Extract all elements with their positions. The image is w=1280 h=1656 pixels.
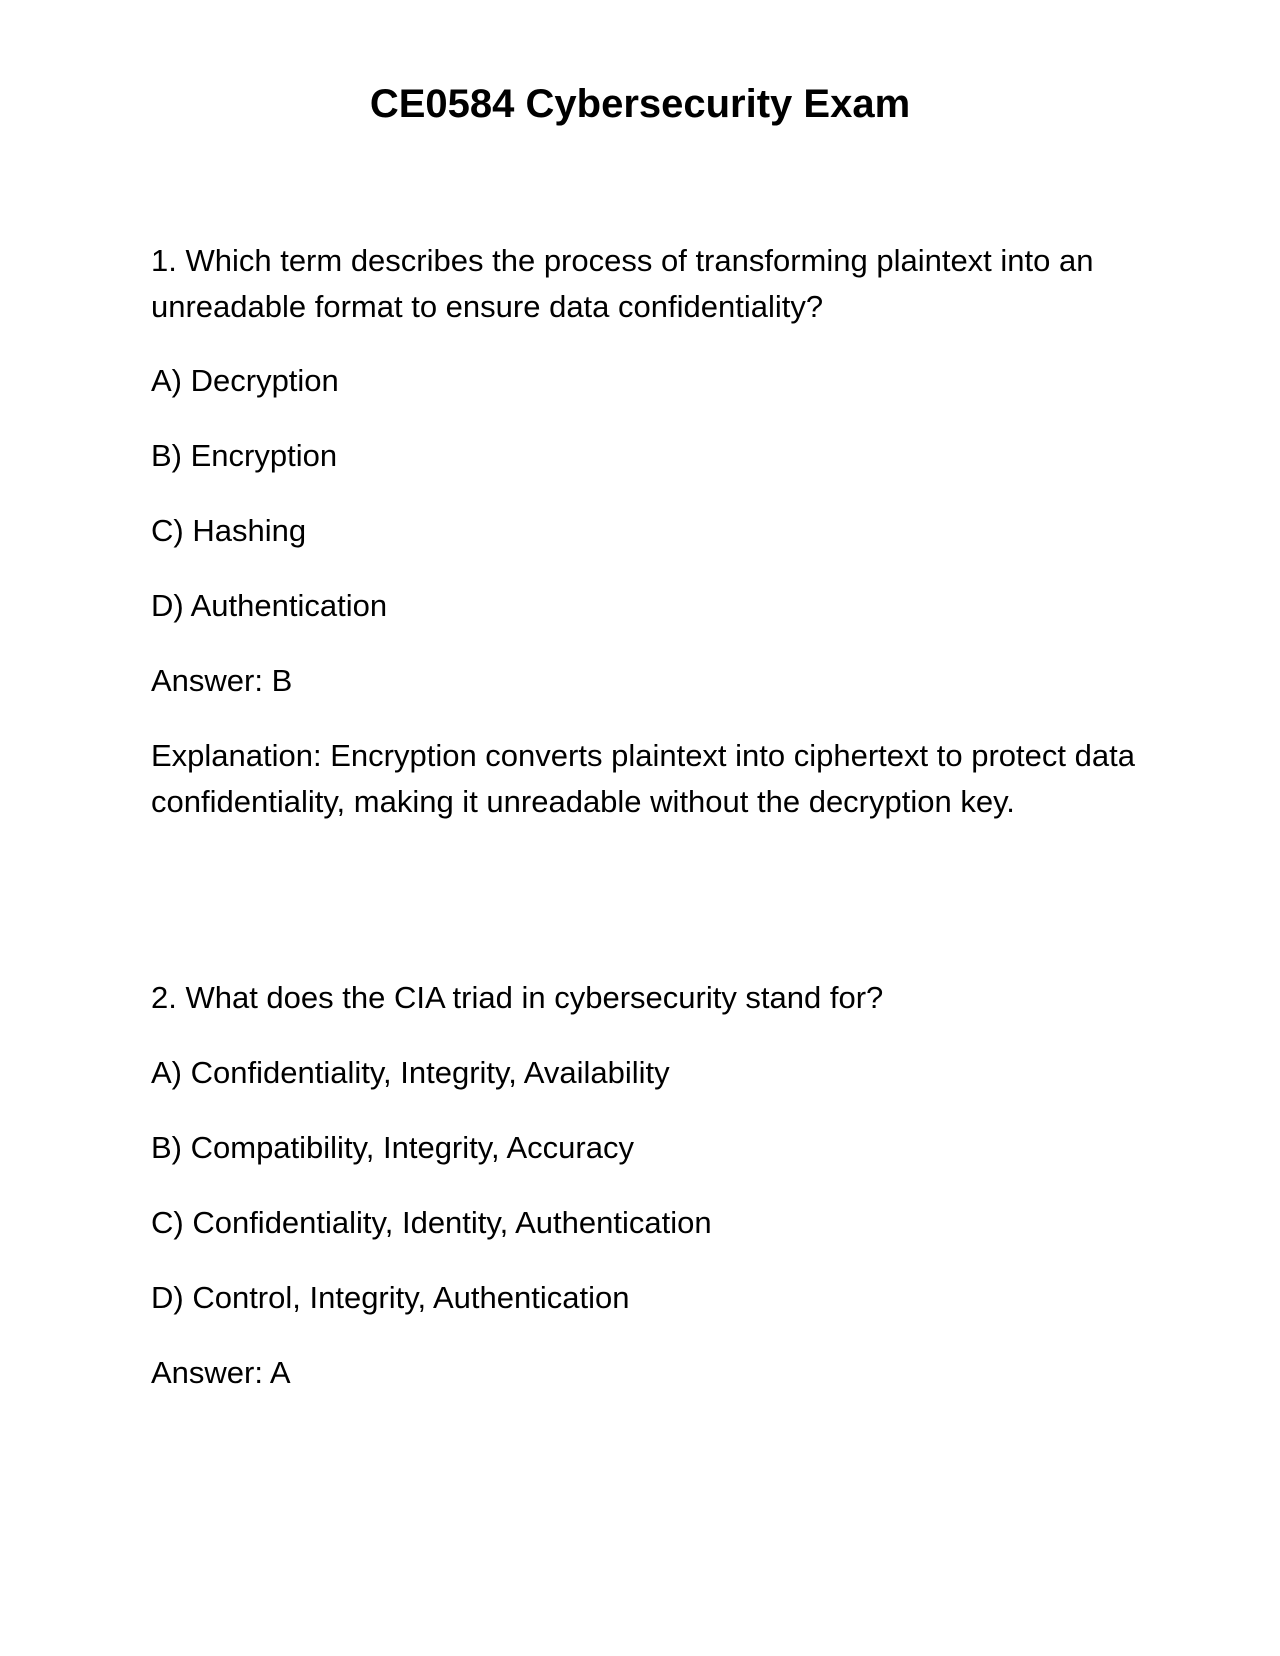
page-title: CE0584 Cybersecurity Exam <box>369 82 911 126</box>
question-2-answer: Answer: A <box>151 1355 291 1390</box>
question-2-option-a: A) Confidentiality, Integrity, Availability <box>151 1055 670 1090</box>
question-2-option-d: D) Control, Integrity, Authentication <box>151 1280 630 1315</box>
question-1-option-a: A) Decryption <box>151 363 339 398</box>
question-2-option-b: B) Compatibility, Integrity, Accuracy <box>151 1130 634 1165</box>
question-1-option-b: B) Encryption <box>151 438 338 473</box>
question-1-answer: Answer: B <box>151 663 293 698</box>
question-1-text: 1. Which term describes the process of transforming plaintext into an unreadable format to ensure data confidentiality? <box>151 243 1094 324</box>
question-1-option-d: D) Authentication <box>151 588 388 623</box>
question-2-option-c: C) Confidentiality, Identity, Authentication <box>151 1205 712 1240</box>
question-2-text: 2. What does the CIA triad in cybersecurity stand for? <box>151 980 884 1015</box>
question-1-option-c: C) Hashing <box>151 513 307 548</box>
question-1-explanation: Explanation: Encryption converts plaintext into ciphertext to protect data confidentiality, making it unreadable without the decryption key. <box>151 738 1135 819</box>
